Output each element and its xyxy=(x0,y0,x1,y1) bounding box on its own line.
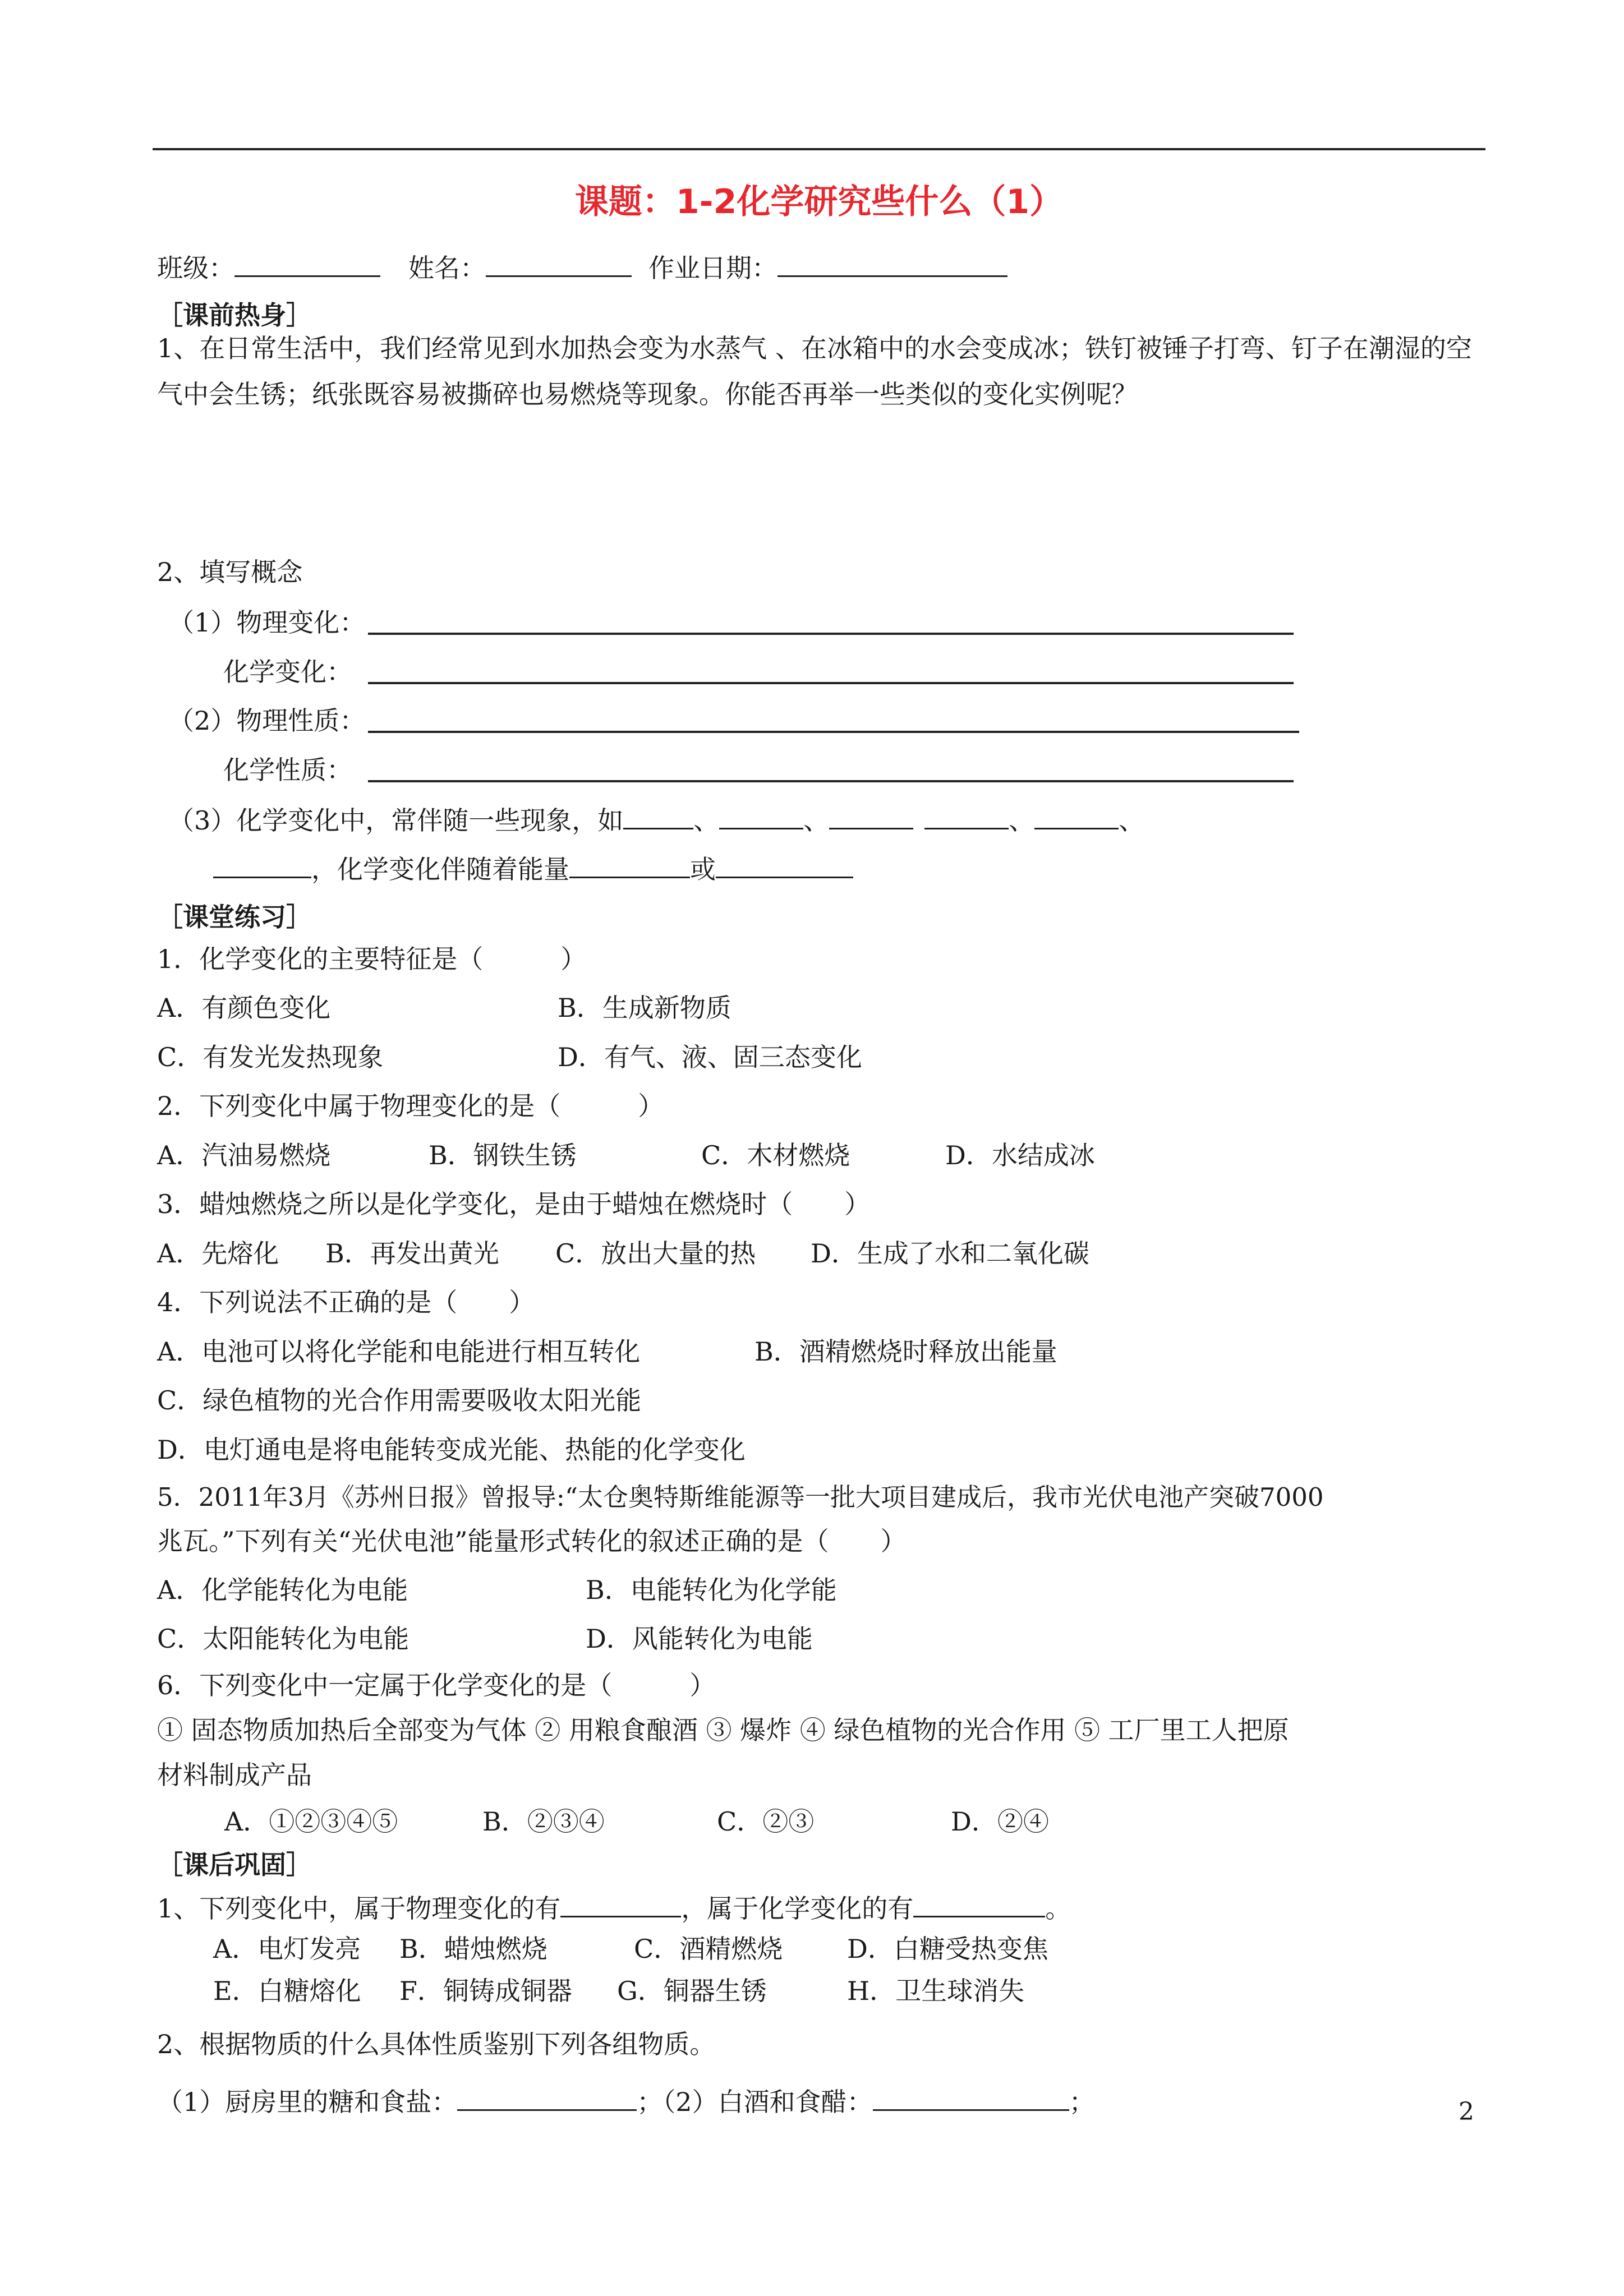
practice-q2-options xyxy=(157,1138,1095,1172)
liquor-vinegar-blank[interactable] xyxy=(873,2083,1069,2111)
review-q2-parts xyxy=(157,2083,1095,2119)
header-rule xyxy=(153,148,1485,150)
option-g[interactable]: G．铜器生锈 xyxy=(617,1976,767,2006)
section-warmup: ［课前热身］ xyxy=(157,300,312,330)
section-practice: ［课堂练习］ xyxy=(157,902,312,932)
concept-phenomena-line2 xyxy=(213,851,853,886)
review-q1-text-2: ，属于化学变化的有 xyxy=(681,1893,914,1924)
option-a[interactable]: A．汽油易燃烧 xyxy=(157,1140,331,1170)
energy-blank-2[interactable] xyxy=(716,851,853,878)
review-q1-text: 1、下列变化中，属于物理变化的有 xyxy=(157,1893,561,1924)
option-b[interactable]: B．电能转化为化学能 xyxy=(586,1575,837,1605)
practice-q5-options-ab xyxy=(157,1573,837,1607)
option-c[interactable]: C．②③ xyxy=(717,1806,815,1837)
option-d[interactable]: D．有气、液、固三态变化 xyxy=(558,1042,862,1072)
practice-q5-line1: 5．2011年3月《苏州日报》曾报导:“太仓奥特斯维能源等一批大项目建成后，我市光伏电池产突破7000 xyxy=(157,1482,1324,1512)
option-b[interactable]: B．②③④ xyxy=(482,1806,605,1837)
separator: 、 xyxy=(693,805,720,836)
class-label: 班级： xyxy=(157,253,234,283)
phenomena-blank-3[interactable] xyxy=(829,802,913,829)
section-review: ［课后巩固］ xyxy=(157,1850,312,1880)
option-d[interactable]: D．生成了水和二氧化碳 xyxy=(811,1238,1089,1269)
option-b[interactable]: B．钢铁生锈 xyxy=(429,1140,577,1170)
warmup-q2: 2、填写概念 xyxy=(157,557,303,587)
practice-q1-options-cd xyxy=(157,1040,862,1074)
review-q2-part2: ；（2）白酒和食醋： xyxy=(637,2087,873,2117)
option-b[interactable]: B．蜡烛燃烧 xyxy=(399,1934,548,1964)
date-blank[interactable] xyxy=(778,250,1007,277)
practice-q4-option-d[interactable]: D．电灯通电是将电能转变成光能、热能的化学变化 xyxy=(157,1435,746,1465)
phenomena-blank-4[interactable] xyxy=(924,802,1009,829)
separator: 、 xyxy=(1119,805,1145,836)
practice-q1-options-ab xyxy=(157,991,732,1025)
option-d[interactable]: D．②④ xyxy=(951,1806,1049,1837)
option-c[interactable]: C．太阳能转化为电能 xyxy=(157,1624,410,1654)
phenomena-blank-5[interactable] xyxy=(1034,802,1119,829)
review-q2: 2、根据物质的什么具体性质鉴别下列各组物质。 xyxy=(157,2029,716,2059)
practice-q2: 2．下列变化中属于物理变化的是（ ） xyxy=(157,1091,664,1121)
option-a[interactable]: A．化学能转化为电能 xyxy=(157,1575,408,1605)
option-d[interactable]: D．白糖受热变焦 xyxy=(847,1934,1048,1964)
option-b[interactable]: B．生成新物质 xyxy=(558,993,732,1023)
practice-q5-options-cd xyxy=(157,1622,813,1656)
practice-q4: 4．下列说法不正确的是（ ） xyxy=(157,1287,535,1317)
review-q1 xyxy=(157,1890,1071,1925)
practice-q5-line2: 兆瓦。”下列有关“光伏电池”能量形式转化的叙述正确的是（ ） xyxy=(157,1526,907,1556)
header-fields xyxy=(157,250,1007,285)
class-blank[interactable] xyxy=(234,250,380,277)
option-c[interactable]: C．放出大量的热 xyxy=(555,1238,756,1269)
option-c[interactable]: C．有发光发热现象 xyxy=(157,1042,384,1072)
review-q1-end: 。 xyxy=(1045,1893,1071,1924)
concept-chemical-change-label: 化学变化： xyxy=(223,657,352,687)
page-title: 课题：1-2化学研究些什么（1） xyxy=(574,182,1064,222)
concept-physical-property-line[interactable] xyxy=(368,731,1299,733)
concept-physical-change-line[interactable] xyxy=(368,633,1294,635)
concept-physical-change-label: （1）物理变化： xyxy=(168,607,366,638)
option-d[interactable]: D．风能转化为电能 xyxy=(586,1624,813,1654)
option-c[interactable]: C．酒精燃烧 xyxy=(634,1934,783,1964)
concept-chemical-property-label: 化学性质： xyxy=(223,755,352,785)
phenomena-blank-2[interactable] xyxy=(719,802,803,829)
concept-phenomena-line1 xyxy=(168,802,1144,837)
concept-chemical-change-line[interactable] xyxy=(368,682,1294,684)
option-e[interactable]: E．白糖熔化 xyxy=(213,1976,361,2006)
option-d[interactable]: D．水结成冰 xyxy=(945,1140,1095,1170)
practice-q3: 3．蜡烛燃烧之所以是化学变化，是由于蜡烛在燃烧时（ ） xyxy=(157,1189,871,1219)
option-f[interactable]: F．铜铸成铜器 xyxy=(399,1976,572,2006)
review-q2-end: ； xyxy=(1069,2087,1095,2117)
name-label: 姓名： xyxy=(408,253,486,283)
phenomena-text: （3）化学变化中，常伴随一些现象，如 xyxy=(168,805,624,836)
physical-change-blank[interactable] xyxy=(560,1890,681,1917)
practice-q4-options-ab xyxy=(157,1335,1057,1368)
practice-q6-items-line1: ① 固态物质加热后全部变为气体 ② 用粮食酿酒 ③ 爆炸 ④ 绿色植物的光合作用 ⑤ 工厂里工人把原 xyxy=(157,1715,1289,1745)
option-a[interactable]: A．有颜色变化 xyxy=(157,993,331,1023)
concept-chemical-property-line[interactable] xyxy=(368,780,1294,782)
option-h[interactable]: H．卫生球消失 xyxy=(847,1976,1025,2006)
option-b[interactable]: B．酒精燃烧时释放出能量 xyxy=(755,1336,1057,1367)
separator: 、 xyxy=(1009,805,1035,836)
option-a[interactable]: A．电池可以将化学能和电能进行相互转化 xyxy=(157,1336,641,1367)
energy-text: ，化学变化伴随着能量 xyxy=(311,854,569,884)
separator: 、 xyxy=(803,805,830,836)
sugar-salt-blank[interactable] xyxy=(457,2083,637,2111)
option-a[interactable]: A．先熔化 xyxy=(157,1238,279,1269)
chemical-change-blank[interactable] xyxy=(913,1890,1045,1917)
practice-q3-options xyxy=(157,1237,1089,1270)
practice-q6-items-line2: 材料制成产品 xyxy=(157,1760,312,1790)
page-number: 2 xyxy=(1459,2097,1474,2126)
phenomena-blank-1[interactable] xyxy=(623,802,693,829)
option-a[interactable]: A．①②③④⑤ xyxy=(224,1806,398,1837)
option-b[interactable]: B．再发出黄光 xyxy=(325,1238,499,1269)
phenomena-blank-6[interactable] xyxy=(213,851,311,878)
practice-q6: 6．下列变化中一定属于化学变化的是（ ） xyxy=(157,1670,716,1700)
option-a[interactable]: A．电灯发亮 xyxy=(213,1934,361,1964)
option-c[interactable]: C．木材燃烧 xyxy=(701,1140,850,1170)
energy-blank-1[interactable] xyxy=(569,851,690,878)
or-text: 或 xyxy=(690,854,716,884)
concept-physical-property-label: （2）物理性质： xyxy=(168,706,366,736)
date-label: 作业日期： xyxy=(648,253,778,283)
name-blank[interactable] xyxy=(486,250,632,277)
review-q2-part1: （1）厨房里的糖和食盐： xyxy=(157,2087,458,2117)
warmup-q1: 1、在日常生活中，我们经常见到水加热会变为水蒸气 、在冰箱中的水会变成冰；铁钉被锤子打弯、钉子在潮湿的空气中会生锈；纸张既容易被撕碎也易燃烧等现象。你能否再举一些类似的变化实例呢？ xyxy=(157,333,1472,409)
practice-q1: 1．化学变化的主要特征是（ ） xyxy=(157,944,587,974)
practice-q4-option-c[interactable]: C．绿色植物的光合作用需要吸收太阳光能 xyxy=(157,1385,642,1416)
